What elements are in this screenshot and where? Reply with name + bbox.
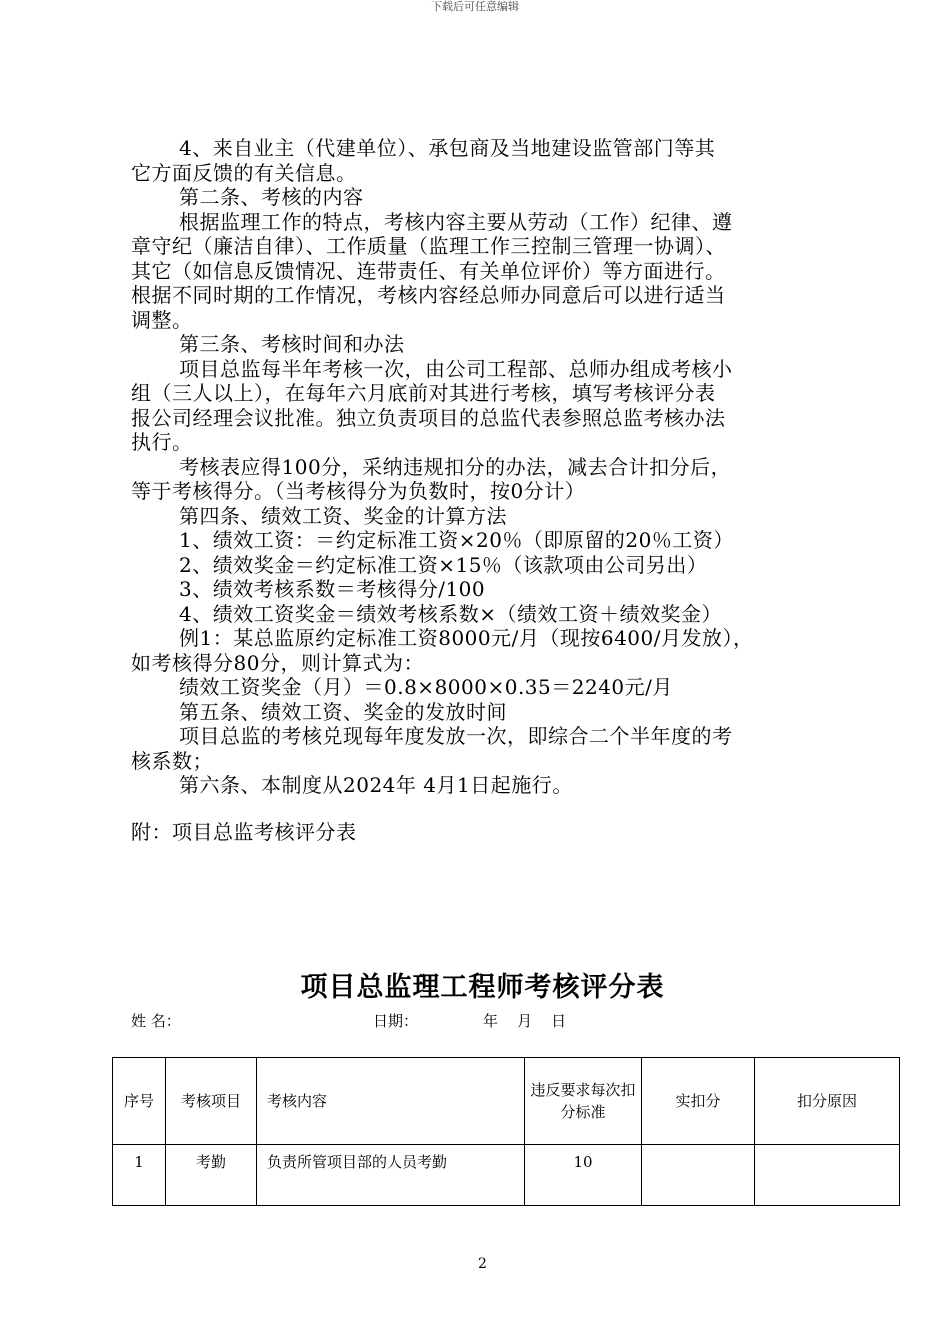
example-line: 如考核得分80分，则计算式为： [131, 650, 424, 675]
body-line: 它方面反馈的有关信息。 [131, 160, 357, 185]
section-heading: 第四条、绩效工资、奖金的计算方法 [179, 503, 507, 528]
body-line: 考核表应得100分，采纳违规扣分的办法，减去合计扣分后， [179, 454, 732, 479]
cell-item: 考勤 [166, 1145, 257, 1206]
body-line: 执行。 [131, 430, 193, 454]
body-line: 组（三人以上），在每年六月底前对其进行考核，填写考核评分表 [131, 381, 716, 405]
cell-standard: 10 [525, 1145, 642, 1206]
date-ymd: 年 月 日 [483, 1012, 567, 1030]
formula-line: 4、绩效工资奖金＝绩效考核系数×（绩效工资＋绩效奖金） [179, 601, 722, 626]
body-line: 等于考核得分。（当考核得分为负数时，按0分计） [131, 479, 586, 503]
body-line: 其它（如信息反馈情况、连带责任、有关单位评价）等方面进行。 [131, 258, 726, 283]
formula-line: 3、绩效考核系数＝考核得分/100 [179, 577, 486, 601]
formula-line: 绩效工资奖金（月）＝0.8×8000×0.35＝2240元/月 [179, 675, 673, 699]
body-line: 项目总监的考核兑现每年度发放一次，即综合二个半年度的考 [179, 724, 733, 748]
cell-reason[interactable] [755, 1145, 900, 1206]
section-heading: 第三条、考核时间和办法 [179, 332, 405, 356]
section-heading: 第五条、绩效工资、奖金的发放时间 [179, 699, 507, 724]
header-deduct: 实扣分 [642, 1058, 755, 1145]
body-line: 4、来自业主（代建单位）、承包商及当地建设监管部门等其 [179, 136, 716, 160]
attachment-line: 附：项目总监考核评分表 [131, 819, 357, 844]
header-reason: 扣分原因 [755, 1058, 900, 1145]
page-number: 2 [478, 1256, 487, 1272]
cell-seq: 1 [113, 1145, 166, 1206]
body-line: 调整。 [131, 307, 193, 332]
header-standard: 违反要求每次扣分标准 [525, 1058, 642, 1145]
cell-deduct[interactable] [642, 1145, 755, 1206]
header-seq: 序号 [113, 1058, 166, 1145]
date-label: 日期： [373, 1012, 419, 1030]
form-meta [131, 1012, 831, 1032]
header-content: 考核内容 [257, 1058, 525, 1145]
formula-line: 1、绩效工资：＝约定标准工资×20％（即原留的20％工资） [179, 528, 734, 552]
body-line: 报公司经理会议批准。独立负责项目的总监代表参照总监考核办法 [131, 405, 726, 430]
section-heading: 第六条、本制度从2024年 4月1日起施行。 [179, 773, 573, 797]
table-row [113, 1145, 900, 1206]
table-header-row [113, 1058, 900, 1145]
form-title: 项目总监理工程师考核评分表 [300, 972, 665, 1003]
cell-content: 负责所管项目部的人员考勤 [257, 1145, 525, 1206]
score-table [112, 1057, 900, 1206]
spacer [131, 798, 831, 820]
body-line: 项目总监每半年考核一次，由公司工程部、总师办组成考核小 [179, 356, 733, 381]
formula-line: 2、绩效奖金＝约定标准工资×15％（该款项由公司另出） [179, 552, 708, 577]
section-heading: 第二条、考核的内容 [179, 185, 364, 209]
name-label: 姓 名： [131, 1012, 181, 1030]
example-line: 例1：某总监原约定标准工资8000元/月（现按6400/月发放）， [179, 626, 754, 650]
body-line: 核系数； [131, 748, 213, 773]
header-note: 下载后可任意编辑 [431, 0, 519, 13]
regulation-body [131, 136, 831, 844]
body-line: 章守纪（廉洁自律）、工作质量（监理工作三控制三管理一协调）、 [131, 234, 726, 258]
header-item: 考核项目 [166, 1058, 257, 1145]
body-line: 根据监理工作的特点，考核内容主要从劳动（工作）纪律、遵 [179, 209, 733, 234]
body-line: 根据不同时期的工作情况，考核内容经总师办同意后可以进行适当 [131, 283, 726, 307]
